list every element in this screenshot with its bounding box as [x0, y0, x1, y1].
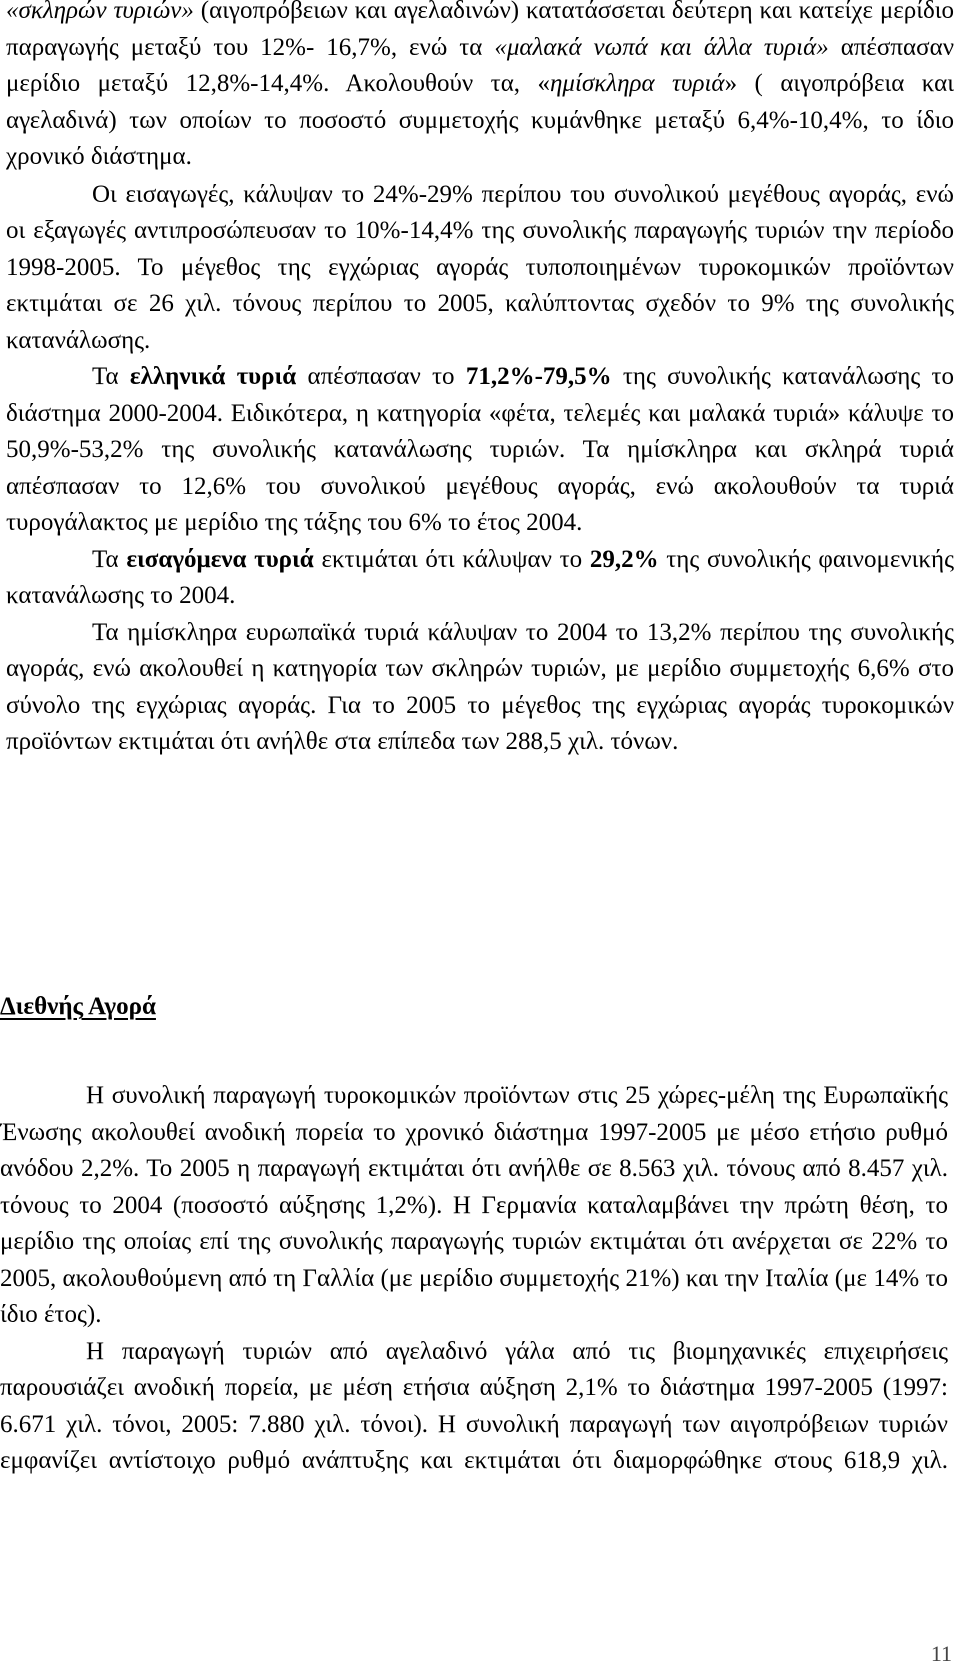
- paragraph-text: Τα ημίσκληρα ευρωπαϊκά τυριά κάλυψαν το 2004 το 13,2% περίπου της συνολικής αγοράς, ενώ ακολουθεί η κατηγορία των σκληρών τυριών, με μερίδιο συμμετοχής 6,6% στο σύνολο της εγχώριας αγοράς. Για το 2005 το μέγεθος της εγχώριας αγοράς τυροκομικών προϊόντων εκτιμάται ότι ανήλθε στα επίπεδα των 288,5 χιλ. τόνων.: [6, 618, 954, 755]
- paragraph-greek-cheeses: [6, 359, 954, 542]
- paragraph-eu-production: Η συνολική παραγωγή τυροκομικών προϊόντων στις 25 χώρες-μέλη της Ευρωπαϊκής Ένωσης ακολουθεί ανοδική πορεία το χρονικό διάστημα 1997-2005 με μέσο ετήσιο ρυθμό ανόδου 2,2%. Το 2005 η παραγωγή εκτιμάται ότι ανήλθε σε 8.563 χιλ. τόνους από 8.457 χιλ. τόνους το 2004 (ποσοστό αύξησης 1,2%). Η Γερμανία καταλαμβάνει την πρώτη θέση, το μερίδιο της οποίας επί της συνολικής παραγωγής τυριών εκτιμάται ότι ανέρχεται σε 22% το 2005, ακολουθούμενη από τη Γαλλία (με μερίδιο συμμετοχής 21%) και την Ιταλία (με 14% το ίδιο έτος).: [0, 1082, 948, 1328]
- paragraph-european-cheeses: [6, 615, 954, 761]
- paragraph-cow-milk-cheese: Η παραγωγή τυριών από αγελαδινό γάλα από τις βιομηχανικές επιχειρήσεις παρουσιάζει ανοδική πορεία, με μέση ετήσια αύξηση 2,1% το διάστημα 1997-2005 (1997: 6.671 χιλ. τόνοι, 2005: 7.880 χιλ. τόνοι). Η συνολική παραγωγή των αιγοπρόβειων τυριών εμφανίζει αντίστοιχο ρυθμό ανάπτυξης και εκτιμάται ότι διαμορφώθηκε στους 618,9 χιλ.: [0, 1337, 948, 1474]
- paragraph-text: απέσπασαν μερίδιο μεταξύ 12,8%-14,4%. Ακολουθούν τα, «: [6, 33, 954, 97]
- greek-cheeses-term: ελληνικά τυριά: [129, 363, 297, 390]
- paragraph-text: απέσπασαν το: [296, 363, 466, 390]
- imported-cheeses-term: εισαγόμενα τυριά: [126, 545, 314, 573]
- greek-cheeses-share: 71,2%-79,5%: [465, 363, 612, 390]
- soft-cheeses-term: «μαλακά νωπά και άλλα τυριά»: [494, 33, 829, 61]
- paragraph-text: εκτιμάται ότι κάλυψαν το: [313, 545, 590, 573]
- paragraph-imported-cheeses: [6, 542, 954, 615]
- paragraph-text: της συνολικής κατανάλωσης το διάστημα 2000-2004. Ειδικότερα, η κατηγορία «φέτα, τελεμές και μαλακά τυριά» κάλυψε το 50,9%-53,2% της συνολικής κατανάλωσης τυριών. Τα ημίσκληρα και σκληρά τυριά απέσπασαν το 12,6% του συνολικού μεγέθους αγοράς, ενώ ακολουθούν τα τυριά τυρογάλακτος με μερίδιο της τάξης του 6% το έτος 2004.: [6, 363, 955, 536]
- hard-cheeses-term: «σκληρών τυριών»: [6, 0, 194, 24]
- paragraph-text: (αιγοπρόβειων και αγελαδινών) κατατάσσεται δεύτερη και κατείχε μερίδιο παραγωγής μεταξύ του 12%- 16,7%, ενώ τα: [6, 0, 954, 61]
- paragraph-imports-exports: [6, 177, 954, 360]
- paragraph-text: Τα: [92, 363, 130, 390]
- imported-cheeses-share: 29,2%: [589, 545, 659, 573]
- paragraph-text: της συνολικής φαινομενικής κατανάλωσης το 2004.: [6, 545, 954, 609]
- page-number: 11: [930, 1641, 952, 1666]
- semi-hard-cheeses-term: ημίσκληρα τυριά: [550, 70, 725, 97]
- paragraph-text: Οι εισαγωγές, κάλυψαν το 24%-29% περίπου του συνολικού μεγέθους αγοράς, ενώ οι εξαγωγές αντιπροσώπευσαν το 10%-14,4% της συνολικής παραγωγής τυριών την περίοδο 1998-2005. Το μέγεθος της εγχώριας αγοράς τυποποιημένων τυροκομικών προϊόντων εκτιμάται σε 26 χιλ. τόνους περίπου το 2005, καλύπτοντας σχεδόν το 9% της συνολικής κατανάλωσης.: [6, 180, 954, 354]
- paragraph-text: » ( αιγοπρόβεια και αγελαδινά) των οποίων το ποσοστό συμμετοχής κυμάνθηκε μεταξύ 6,4%-10,4%, το ίδιο χρονικό διάστημα.: [6, 70, 954, 170]
- international-market-section: [0, 1078, 948, 1480]
- document-page: [6, 0, 954, 761]
- paragraph-cheese-categories: [6, 0, 954, 176]
- section-heading: Διεθνής Αγορά: [0, 993, 156, 1020]
- paragraph-text: Τα: [92, 545, 127, 573]
